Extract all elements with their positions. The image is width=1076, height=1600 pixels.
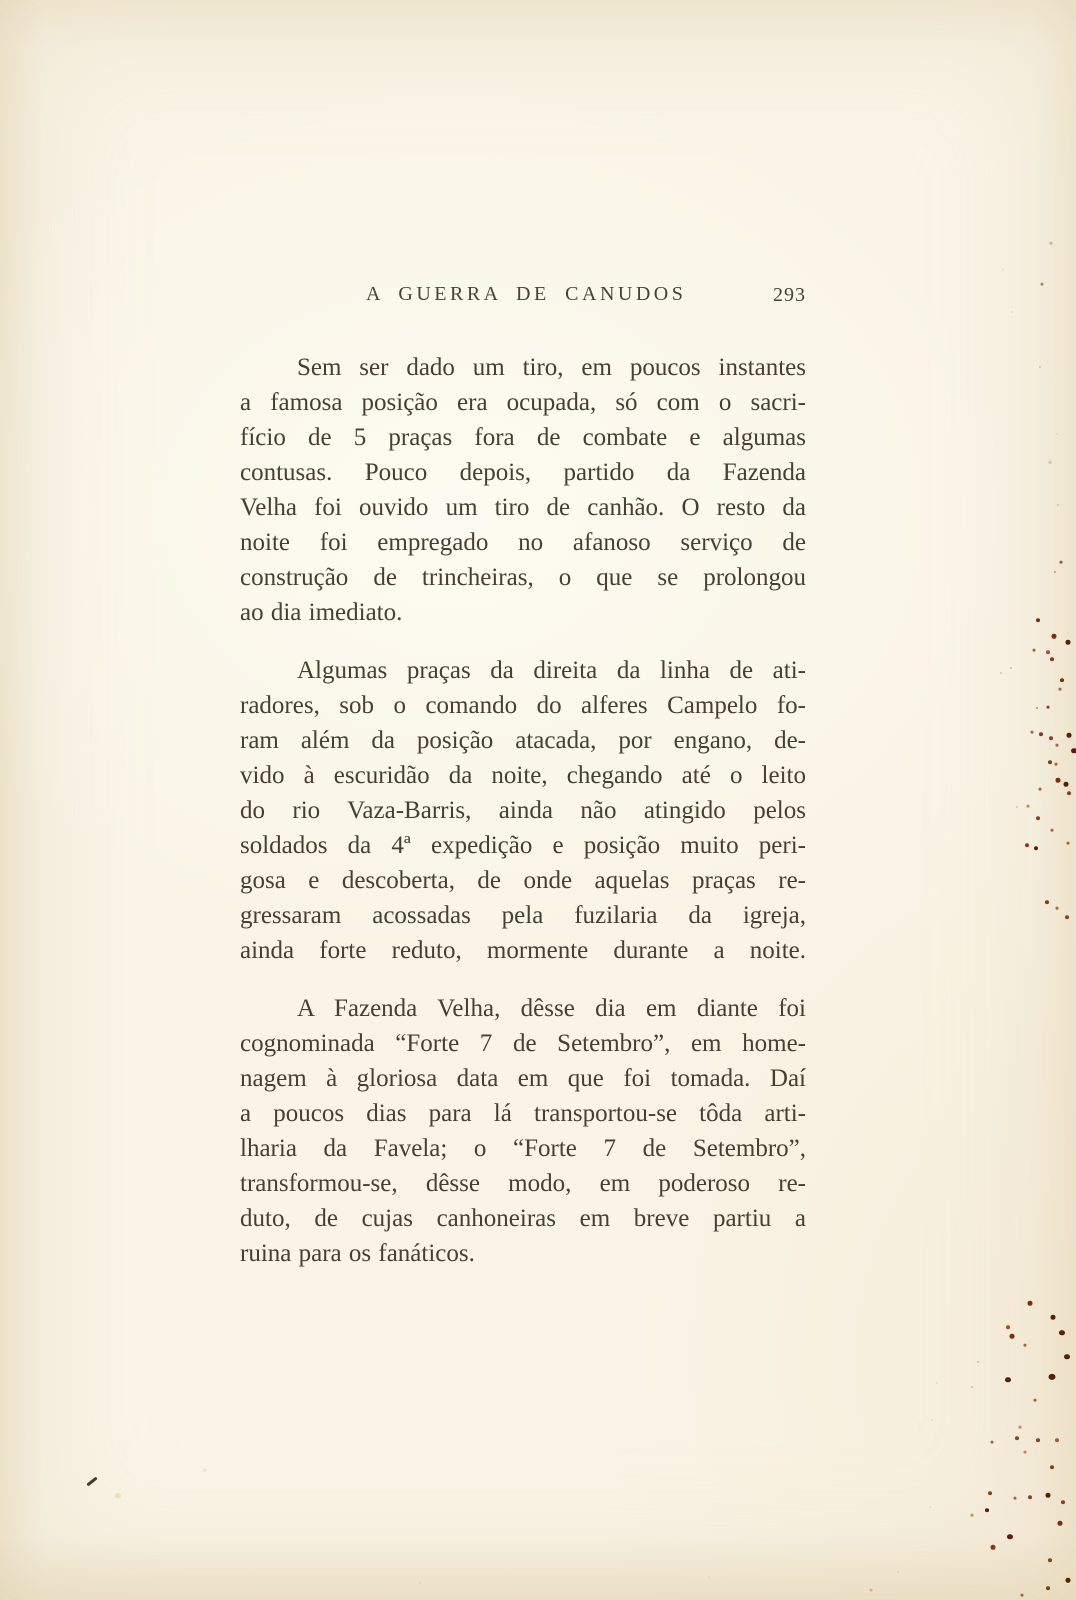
foxing-stain bbox=[1014, 1497, 1017, 1500]
text-line: ruina para os fanáticos. bbox=[240, 1240, 475, 1267]
foxing-stain bbox=[1006, 1325, 1010, 1329]
foxing-stain bbox=[1067, 842, 1070, 845]
foxing-stain bbox=[936, 1382, 938, 1384]
foxing-stain bbox=[1024, 1344, 1027, 1347]
foxing-stain bbox=[971, 1386, 973, 1388]
text-line: soldados da 4ª expedição e posição muito peri- bbox=[240, 832, 806, 859]
foxing-stain bbox=[1045, 900, 1049, 904]
foxing-stain bbox=[1054, 571, 1056, 573]
paragraph bbox=[240, 991, 806, 1271]
foxing-stain bbox=[1049, 736, 1053, 740]
text-line: Velha foi ouvido um tiro de canhão. O resto da bbox=[240, 494, 806, 521]
text-line: cognominada “Forte 7 de Setembro”, em home- bbox=[240, 1030, 806, 1057]
book-title-header: A GUERRA DE CANUDOS bbox=[366, 283, 687, 305]
foxing-stain bbox=[1050, 242, 1053, 245]
text-line: radores, sob o comando do alferes Campelo fo- bbox=[240, 692, 806, 719]
foxing-stain bbox=[1000, 672, 1002, 674]
foxing-stain bbox=[1007, 1534, 1013, 1539]
foxing-stain bbox=[1051, 1315, 1056, 1320]
foxing-stain bbox=[1031, 731, 1034, 734]
foxing-stain bbox=[931, 1419, 933, 1421]
foxing-stain bbox=[1056, 433, 1058, 435]
foxing-stain bbox=[1019, 1426, 1022, 1429]
foxing-stain bbox=[1059, 1330, 1065, 1335]
foxing-stain bbox=[1016, 806, 1018, 808]
foxing-stain bbox=[991, 1441, 994, 1444]
foxing-stain bbox=[1066, 640, 1071, 645]
text-line: Sem ser dado um tiro, em poucos instantes bbox=[297, 354, 806, 381]
text-line: ram além da posição atacada, por engano, de- bbox=[240, 727, 806, 754]
foxing-stain bbox=[1011, 311, 1013, 313]
text-line: lharia da Favela; o “Forte 7 de Setembro”, bbox=[240, 1135, 806, 1162]
foxing-stain bbox=[1058, 1521, 1063, 1526]
foxing-stain bbox=[1025, 843, 1029, 847]
paragraph bbox=[240, 350, 806, 630]
text-line: fício de 5 praças fora de combate e algumas bbox=[240, 424, 806, 451]
foxing-stain bbox=[1055, 763, 1058, 766]
foxing-stain bbox=[1002, 269, 1004, 271]
foxing-stain bbox=[1039, 366, 1041, 368]
foxing-stain bbox=[1064, 782, 1069, 787]
text-line: ao dia imediato. bbox=[240, 599, 403, 626]
text-line: contusas. Pouco depois, partido da Fazenda bbox=[240, 459, 806, 486]
foxing-stain bbox=[1039, 788, 1042, 791]
foxing-stain bbox=[1071, 748, 1076, 753]
text-line: construção de trincheiras, o que se prolongou bbox=[240, 564, 806, 591]
foxing-stain bbox=[1036, 1438, 1040, 1442]
foxing-stain bbox=[1064, 1354, 1070, 1359]
foxing-stain bbox=[1033, 649, 1036, 652]
foxing-stain bbox=[1057, 504, 1059, 506]
foxing-stain bbox=[1010, 667, 1012, 669]
text-line: gressaram acossadas pela fuzilaria da igreja, bbox=[240, 902, 806, 929]
foxing-stain bbox=[1010, 1334, 1015, 1339]
text-line: noite foi empregado no afanoso serviço de bbox=[240, 529, 806, 556]
foxing-stain bbox=[1052, 634, 1057, 639]
foxing-stain bbox=[1021, 1594, 1024, 1597]
foxing-stain bbox=[1024, 1451, 1027, 1454]
foxing-stain bbox=[1046, 650, 1050, 654]
foxing-stain bbox=[1049, 1374, 1056, 1380]
foxing-stain bbox=[1060, 561, 1063, 564]
text-line: ainda forte reduto, mormente durante a noite. bbox=[240, 937, 806, 964]
foxing-stain bbox=[988, 1491, 992, 1495]
text-line: vido à escuridão da noite, chegando até o leito bbox=[240, 762, 806, 789]
foxing-stain bbox=[1049, 461, 1052, 464]
foxing-stain bbox=[204, 1469, 207, 1472]
foxing-stain bbox=[419, 1582, 421, 1584]
foxing-stain bbox=[1046, 1493, 1051, 1498]
foxing-stain bbox=[1036, 618, 1040, 622]
foxing-stain bbox=[1046, 1586, 1050, 1590]
foxing-stain bbox=[1050, 657, 1054, 661]
foxing-stain bbox=[1034, 1399, 1037, 1402]
foxing-stain bbox=[929, 1506, 931, 1508]
foxing-stain bbox=[1034, 846, 1038, 850]
foxing-stain bbox=[1056, 778, 1061, 783]
foxing-stain bbox=[1028, 1301, 1033, 1306]
foxing-stain bbox=[1067, 791, 1071, 795]
foxing-stain bbox=[1048, 1558, 1052, 1562]
foxing-stain bbox=[115, 1493, 121, 1498]
foxing-stain bbox=[1056, 744, 1059, 747]
text-line: do rio Vaza-Barris, ainda não atingido pelos bbox=[240, 797, 806, 824]
foxing-stain bbox=[1048, 760, 1052, 764]
text-line: duto, de cujas canhoneiras em breve partiu a bbox=[240, 1205, 806, 1232]
foxing-stain bbox=[1066, 1578, 1071, 1583]
foxing-stain bbox=[1050, 1465, 1054, 1469]
foxing-stain bbox=[1059, 688, 1062, 691]
foxing-stain bbox=[971, 1514, 974, 1517]
pen-tick-mark bbox=[86, 1477, 97, 1487]
text-line: A Fazenda Velha, dêsse dia em diante foi bbox=[297, 995, 806, 1022]
foxing-stain bbox=[1015, 1436, 1019, 1440]
foxing-stain bbox=[1047, 706, 1050, 709]
text-line: Algumas praças da direita da linha de ati- bbox=[297, 657, 806, 684]
foxing-stain bbox=[1067, 733, 1072, 738]
foxing-stain bbox=[1061, 1500, 1065, 1504]
foxing-stain bbox=[1056, 907, 1059, 910]
foxing-stain bbox=[991, 1545, 996, 1550]
foxing-stain bbox=[708, 1576, 710, 1578]
foxing-stain bbox=[977, 1361, 979, 1363]
foxing-stain bbox=[1041, 283, 1044, 286]
foxing-stain bbox=[1055, 1438, 1059, 1442]
foxing-stain bbox=[1005, 1377, 1011, 1382]
text-line: transformou-se, dêsse modo, em poderoso re- bbox=[240, 1170, 806, 1197]
foxing-stain bbox=[1036, 816, 1040, 820]
text-line: a famosa posição era ocupada, só com o sacri- bbox=[240, 389, 806, 416]
foxing-stain bbox=[1036, 707, 1038, 709]
foxing-stain bbox=[985, 1508, 989, 1512]
foxing-stain bbox=[1027, 805, 1030, 808]
text-block bbox=[240, 350, 806, 1271]
text-line: nagem à gloriosa data em que foi tomada. Daí bbox=[240, 1065, 806, 1092]
foxing-stain bbox=[1051, 829, 1054, 832]
foxing-stain bbox=[1065, 915, 1069, 919]
foxing-stain bbox=[1060, 678, 1064, 682]
running-header bbox=[240, 283, 806, 309]
foxing-stain bbox=[1028, 1495, 1032, 1499]
foxing-stain bbox=[870, 1589, 873, 1592]
text-line: a poucos dias para lá transportou-se tôda arti- bbox=[240, 1100, 806, 1127]
text-line: gosa e descoberta, de onde aquelas praças re- bbox=[240, 867, 806, 894]
foxing-stain bbox=[897, 1571, 899, 1573]
foxing-stain bbox=[1039, 732, 1043, 736]
page-number: 293 bbox=[773, 284, 806, 306]
paragraph bbox=[240, 653, 806, 968]
